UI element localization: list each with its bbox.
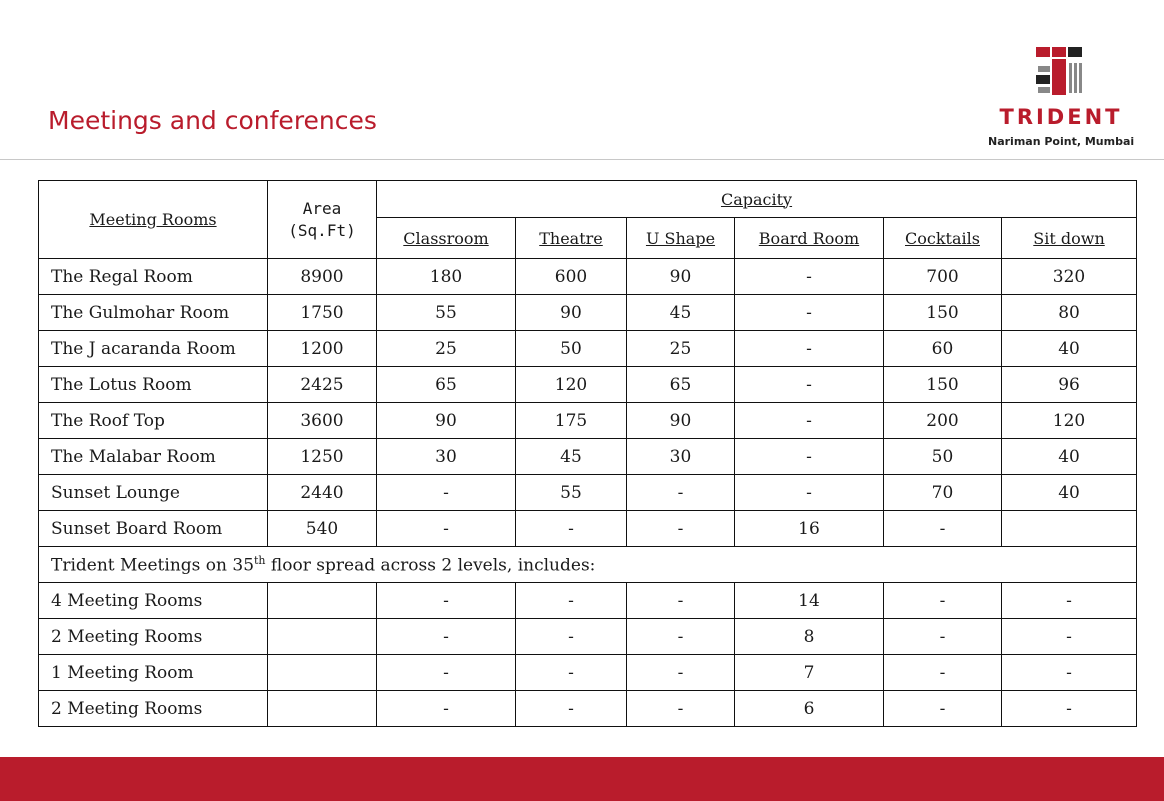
capacity-sit-down: - — [1002, 619, 1137, 655]
brand-name: TRIDENT — [999, 105, 1123, 129]
header-classroom: Classroom — [377, 218, 516, 259]
header-theatre: Theatre — [516, 218, 627, 259]
capacity-u-shape: 65 — [627, 367, 735, 403]
header-capacity: Capacity — [377, 181, 1137, 218]
table-row — [39, 475, 1137, 511]
room-area: 3600 — [268, 403, 377, 439]
header-meeting-rooms: Meeting Rooms — [39, 181, 268, 259]
trident-logo — [988, 44, 1134, 152]
table-row — [39, 655, 1137, 691]
capacity-classroom: 90 — [377, 403, 516, 439]
room-name: The J acaranda Room — [39, 331, 268, 367]
room-name: The Roof Top — [39, 403, 268, 439]
capacity-board-room: - — [735, 295, 884, 331]
capacity-cocktails: 70 — [884, 475, 1002, 511]
table-row — [39, 691, 1137, 727]
capacity-theatre: 175 — [516, 403, 627, 439]
trident-logo-icon — [1036, 47, 1086, 97]
capacity-u-shape: - — [627, 691, 735, 727]
capacity-sit-down: - — [1002, 691, 1137, 727]
table-row — [39, 259, 1137, 295]
capacity-board-room: - — [735, 367, 884, 403]
capacity-board-room: - — [735, 259, 884, 295]
capacity-cocktails: - — [884, 511, 1002, 547]
capacity-u-shape: - — [627, 655, 735, 691]
room-name: 4 Meeting Rooms — [39, 583, 268, 619]
capacity-sit-down: 40 — [1002, 439, 1137, 475]
capacity-cocktails: 200 — [884, 403, 1002, 439]
table-row — [39, 583, 1137, 619]
capacity-classroom: 180 — [377, 259, 516, 295]
capacity-theatre: - — [516, 655, 627, 691]
table-row — [39, 367, 1137, 403]
room-area: 1200 — [268, 331, 377, 367]
capacity-sit-down: 40 — [1002, 475, 1137, 511]
capacity-theatre: 45 — [516, 439, 627, 475]
capacity-classroom: - — [377, 619, 516, 655]
room-area — [268, 655, 377, 691]
rooms-table-body — [39, 259, 1137, 727]
capacity-theatre: - — [516, 691, 627, 727]
trident-note-row — [39, 547, 1137, 583]
capacity-classroom: 25 — [377, 331, 516, 367]
table-row — [39, 331, 1137, 367]
capacity-classroom: 30 — [377, 439, 516, 475]
capacity-theatre: 50 — [516, 331, 627, 367]
room-area: 540 — [268, 511, 377, 547]
trident-note — [39, 547, 1137, 583]
room-name: The Lotus Room — [39, 367, 268, 403]
capacity-board-room: 16 — [735, 511, 884, 547]
capacity-sit-down: 320 — [1002, 259, 1137, 295]
room-area — [268, 583, 377, 619]
capacity-u-shape: 90 — [627, 403, 735, 439]
capacity-board-room: - — [735, 403, 884, 439]
capacity-theatre: - — [516, 619, 627, 655]
capacity-theatre: 55 — [516, 475, 627, 511]
capacity-cocktails: 150 — [884, 367, 1002, 403]
brand-location: Nariman Point, Mumbai — [988, 135, 1135, 148]
capacity-cocktails: 150 — [884, 295, 1002, 331]
capacity-sit-down: - — [1002, 655, 1137, 691]
header-cocktails: Cocktails — [884, 218, 1002, 259]
meeting-rooms-table — [38, 180, 1137, 727]
capacity-u-shape: - — [627, 619, 735, 655]
capacity-sit-down: 40 — [1002, 331, 1137, 367]
footer-bar — [0, 757, 1164, 801]
room-name: The Gulmohar Room — [39, 295, 268, 331]
trident-note-sup: th — [254, 553, 266, 567]
page-title: Meetings and conferences — [48, 106, 377, 135]
capacity-board-room: 14 — [735, 583, 884, 619]
capacity-sit-down: 96 — [1002, 367, 1137, 403]
room-area: 2440 — [268, 475, 377, 511]
room-name: 2 Meeting Rooms — [39, 619, 268, 655]
capacity-classroom: - — [377, 583, 516, 619]
trident-note-text-end: floor spread across 2 levels, includes: — [265, 555, 596, 576]
capacity-u-shape: - — [627, 583, 735, 619]
header-area — [268, 181, 377, 259]
table-row — [39, 511, 1137, 547]
room-area: 1750 — [268, 295, 377, 331]
capacity-sit-down: 120 — [1002, 403, 1137, 439]
capacity-cocktails: - — [884, 655, 1002, 691]
capacity-sit-down — [1002, 511, 1137, 547]
capacity-u-shape: 30 — [627, 439, 735, 475]
capacity-sit-down: - — [1002, 583, 1137, 619]
capacity-u-shape: 45 — [627, 295, 735, 331]
room-name: The Regal Room — [39, 259, 268, 295]
room-name: Sunset Lounge — [39, 475, 268, 511]
capacity-cocktails: 60 — [884, 331, 1002, 367]
capacity-theatre: - — [516, 511, 627, 547]
title-divider — [0, 159, 1164, 160]
table-row — [39, 439, 1137, 475]
capacity-theatre: - — [516, 583, 627, 619]
capacity-classroom: - — [377, 655, 516, 691]
room-area: 1250 — [268, 439, 377, 475]
table-row — [39, 403, 1137, 439]
capacity-board-room: - — [735, 475, 884, 511]
capacity-cocktails: - — [884, 691, 1002, 727]
capacity-sit-down: 80 — [1002, 295, 1137, 331]
capacity-theatre: 120 — [516, 367, 627, 403]
capacity-cocktails: - — [884, 583, 1002, 619]
room-name: 2 Meeting Rooms — [39, 691, 268, 727]
capacity-cocktails: 50 — [884, 439, 1002, 475]
capacity-u-shape: - — [627, 475, 735, 511]
table-row — [39, 295, 1137, 331]
header-sit-down: Sit down — [1002, 218, 1137, 259]
header-board-room: Board Room — [735, 218, 884, 259]
capacity-classroom: 55 — [377, 295, 516, 331]
room-name: 1 Meeting Room — [39, 655, 268, 691]
room-area — [268, 691, 377, 727]
room-name: Sunset Board Room — [39, 511, 268, 547]
capacity-board-room: - — [735, 331, 884, 367]
header-area-label: Area (Sq.Ft) — [288, 198, 356, 240]
capacity-classroom: - — [377, 475, 516, 511]
capacity-classroom: - — [377, 511, 516, 547]
table-row — [39, 619, 1137, 655]
room-area — [268, 619, 377, 655]
trident-note-text: Trident Meetings on 35 — [51, 555, 255, 576]
capacity-board-room: - — [735, 439, 884, 475]
capacity-theatre: 90 — [516, 295, 627, 331]
capacity-classroom: - — [377, 691, 516, 727]
capacity-board-room: 6 — [735, 691, 884, 727]
capacity-u-shape: 90 — [627, 259, 735, 295]
room-area: 2425 — [268, 367, 377, 403]
capacity-classroom: 65 — [377, 367, 516, 403]
capacity-board-room: 7 — [735, 655, 884, 691]
capacity-u-shape: - — [627, 511, 735, 547]
capacity-u-shape: 25 — [627, 331, 735, 367]
capacity-cocktails: - — [884, 619, 1002, 655]
capacity-cocktails: 700 — [884, 259, 1002, 295]
header-u-shape: U Shape — [627, 218, 735, 259]
room-area: 8900 — [268, 259, 377, 295]
capacity-board-room: 8 — [735, 619, 884, 655]
capacity-theatre: 600 — [516, 259, 627, 295]
room-name: The Malabar Room — [39, 439, 268, 475]
